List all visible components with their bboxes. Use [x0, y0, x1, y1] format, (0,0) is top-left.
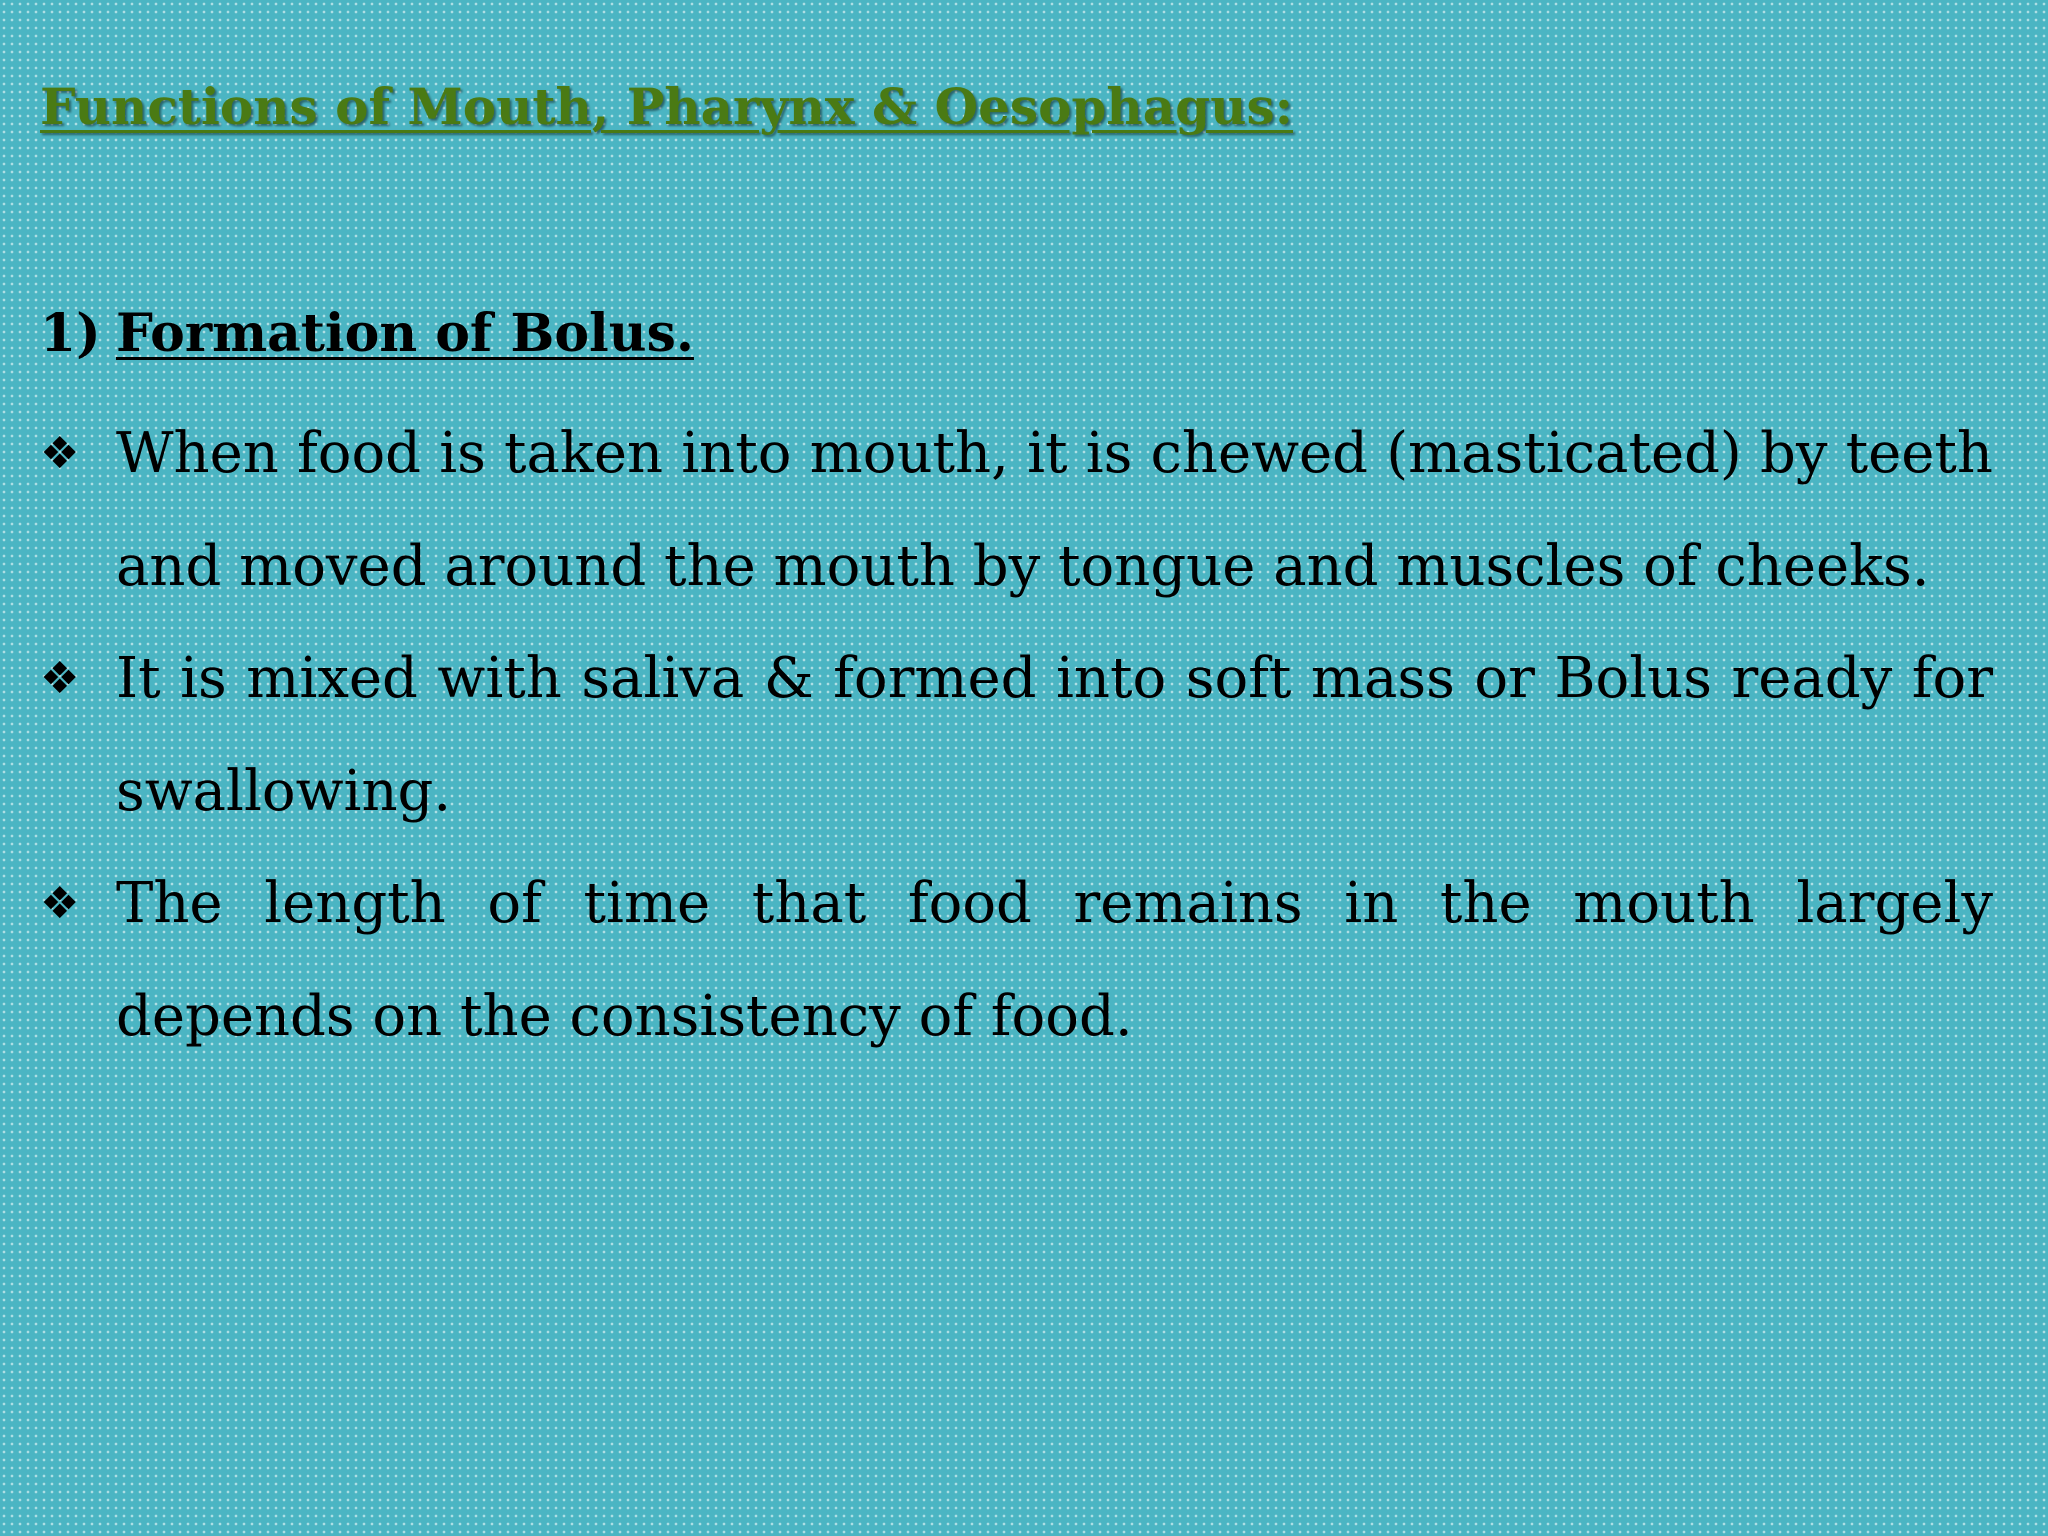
bullet-list: [40, 398, 1993, 1073]
section-title: Formation of Bolus.: [116, 303, 694, 364]
diamond-bullet-icon: ❖: [40, 428, 80, 479]
bullet-text: When food is taken into mouth, it is chewed (masticated) by teeth and moved around the mouth by tongue and muscles of cheeks.: [116, 421, 1993, 599]
diamond-bullet-icon: ❖: [40, 878, 80, 929]
section-number: 1): [40, 303, 101, 364]
bullet-item: [40, 848, 1993, 1073]
bullet-text: It is mixed with saliva & formed into soft mass or Bolus ready for swallowing.: [116, 646, 1993, 824]
slide-title: Functions of Mouth, Pharynx & Oesophagus:: [40, 77, 1294, 136]
bullet-item: [40, 623, 1993, 848]
diamond-bullet-icon: ❖: [40, 653, 80, 704]
bullet-text: The length of time that food remains in the mouth largely depends on the consistency of food.: [116, 871, 1993, 1049]
section-heading: [40, 298, 694, 370]
bullet-item: [40, 398, 1993, 623]
